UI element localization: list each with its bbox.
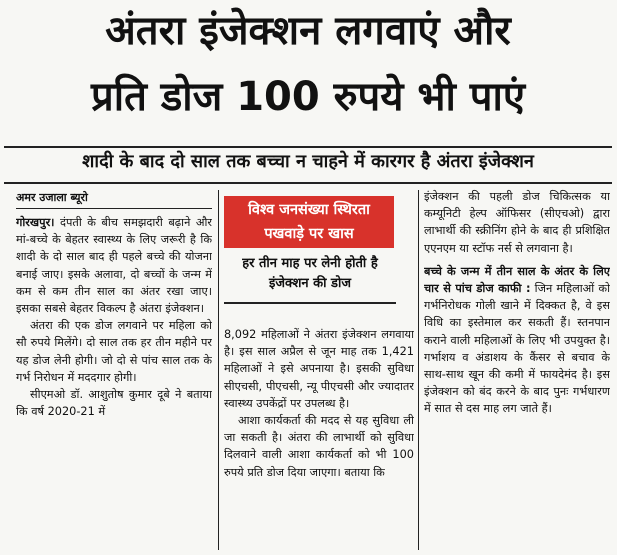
col3-paragraph-2 — [424, 263, 610, 418]
subheadline: शादी के बाद दो साल तक बच्चा न चाहने में कारगर है अंतरा इंजेक्शन — [82, 151, 534, 172]
col2-paragraph-2: आशा कार्यकर्ता की मदद से यह सुविधा ली जा सकती है। अंतरा की लाभार्थी को सुविधा दिलवाने वाली आशा कार्यकर्ता को भी 100 रुपये प्रति डोज दिया जाएगा। बताया कि — [224, 414, 414, 479]
red-box-line-2: पखवाड़े पर खास — [264, 226, 354, 242]
col2-paragraph-1: 8,092 महिलाओं ने अंतरा इंजेक्शन लगवाया है। इस साल अप्रैल से जून माह तक 1,421 महिलाओं ने इसे अपनाया है। इसकी सुविधा सीएचसी, पीएचसी, न्यू पीएचसी और ज्यादातर स्वास्थ्य उपकेंद्रों पर उपलब्ध है। — [224, 328, 414, 410]
red-highlight-box — [224, 196, 394, 248]
column-3 — [424, 188, 610, 552]
byline: अमर उजाला ब्यूरो — [16, 191, 88, 204]
col1-p1-body: दंपती के बीच समझदारी बढ़ाने और मां-बच्चे के बेहतर स्वास्थ्य के लिए जरूरी है कि शादी के दो साल बाद ही पहले बच्चे की योजना बनाई जाए। इसके अलावा, दो बच्चों के जन्म में कम से कम तीन साल का अंतर रखा जाए। इसका सबसे बेहतर विकल्प है अंतरा इंजेक्शन। — [16, 216, 212, 316]
pullquote — [222, 254, 398, 294]
headline-line-2: प्रति डोज 100 रुपये भी पाएं — [90, 74, 525, 120]
pullquote-rule — [224, 302, 396, 304]
column-divider-2 — [418, 190, 419, 550]
col3-subheading: बच्चे के जन्म में तीन साल के अंतर के लिए चार से पांच डोज काफी : — [424, 264, 610, 296]
col3-paragraph-1: इंजेक्शन की पहली डोज चिकित्सक या कम्यूनिटी हेल्प ऑफिसर (सीएचओ) द्वारा लाभार्थी की स्क्रीनिंग होने के बाद ही प्रशिक्षित एएनएम या स्टॉफ नर्स से लगवाना है। — [424, 190, 610, 255]
rule-below-subhead — [4, 182, 612, 184]
column-1 — [16, 214, 212, 552]
red-box-line-1: विश्व जनसंख्या स्थिरता — [248, 202, 370, 218]
byline-rule — [16, 208, 212, 209]
headline-line-1: अंतरा इंजेक्शन लगवाएं और — [105, 8, 511, 54]
column-divider-1 — [218, 190, 219, 550]
col1-paragraph-2: अंतरा की एक डोज लगवाने पर महिला को सौ रुपये मिलेंगे। दो साल तक हर तीन महीने पर यह डोज लेनी होगी। जो दो से पांच साल तक के गर्भ निरोधन में मददगार होगी। — [16, 319, 212, 384]
rule-above-subhead — [4, 146, 612, 148]
col1-paragraph-3: सीएमओ डॉ. आशुतोष कुमार दूबे ने बताया कि वर्ष 2020-21 में — [16, 388, 212, 419]
column-2 — [224, 326, 414, 552]
pullquote-line-1: हर तीन माह पर लेनी होती है — [242, 256, 378, 271]
col1-paragraph-1 — [16, 214, 212, 317]
dateline: गोरखपुर। — [16, 216, 55, 229]
col3-p2-body: जिन महिलाओं को गर्भनिरोधक गोली खाने में दिक्कत है, वे इस विधि का इस्तेमाल कर सकती हैं। स्तनपान कराने वाली महिलाओं के लिए भी उपयुक्त है। गर्भाशय व अंडाशय के कैंसर से बचाव के साथ-साथ खून की कमी में फायदेमंद है। इस इंजेक्शन को बंद करने के बाद पुनः गर्भधारण में सात से दस माह लग जाते हैं। — [424, 282, 610, 416]
pullquote-line-2: इंजेक्शन की डोज — [268, 276, 352, 291]
